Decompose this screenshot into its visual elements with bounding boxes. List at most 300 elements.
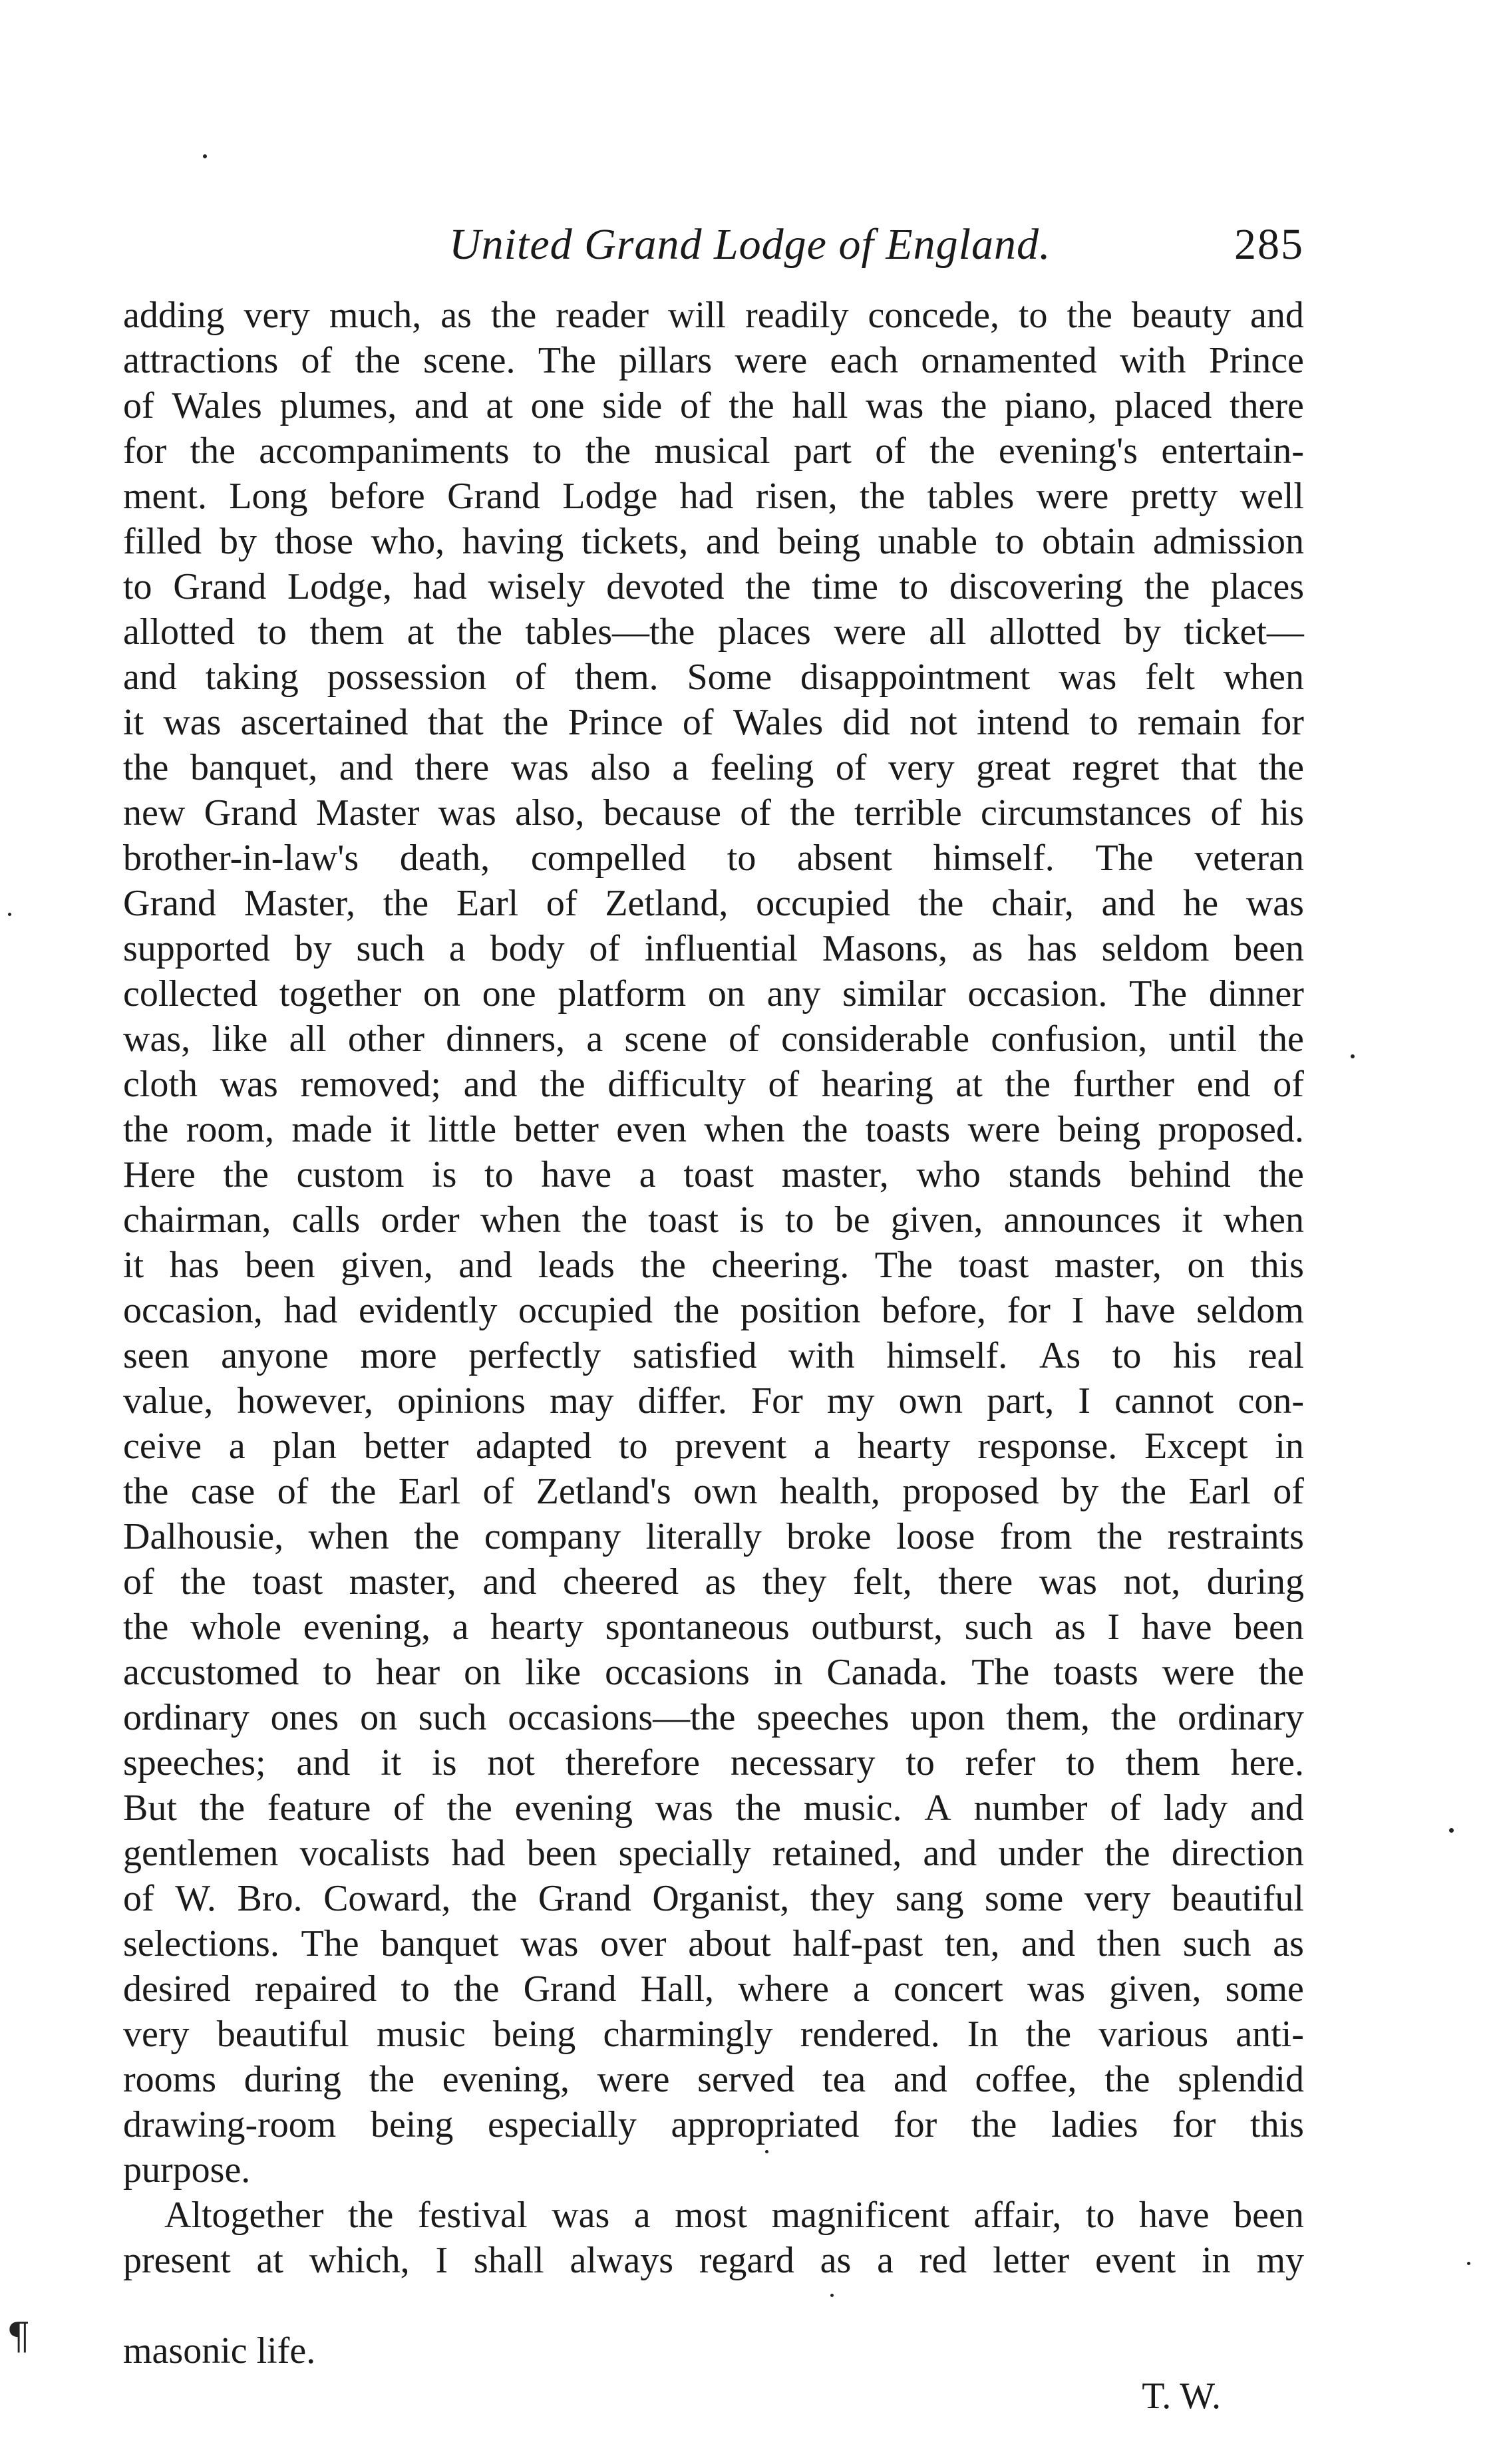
word: master,	[349, 1561, 456, 1603]
word: new	[123, 792, 186, 834]
word: scene.	[423, 340, 516, 381]
scan-speck	[8, 913, 11, 916]
word: time	[812, 566, 878, 607]
word: the	[1144, 566, 1190, 607]
text-line	[123, 1243, 1304, 1288]
word: of	[740, 792, 771, 834]
word: little	[428, 1109, 497, 1150]
word: well	[1240, 476, 1304, 517]
word: was	[866, 385, 924, 426]
word: of	[277, 1471, 309, 1512]
word: own	[693, 1471, 758, 1512]
word: who,	[371, 521, 445, 562]
word: great	[976, 747, 1051, 788]
word: proposed	[902, 1471, 1039, 1512]
word: them	[309, 611, 385, 653]
word: very	[888, 747, 955, 788]
word: given,	[1109, 1968, 1202, 2010]
text-line	[123, 1921, 1304, 1966]
word: scene	[624, 1018, 707, 1060]
word: such	[356, 928, 425, 969]
word: influential	[644, 928, 798, 969]
word: the	[1104, 1833, 1150, 1874]
word: during	[244, 2059, 341, 2100]
text-line	[123, 2057, 1304, 2102]
word: I	[1071, 1290, 1084, 1331]
word: Earl	[398, 1471, 461, 1512]
word: readily	[745, 295, 849, 336]
word: red	[919, 2240, 967, 2281]
word: as	[1055, 1607, 1086, 1648]
word: had	[451, 1833, 506, 1874]
word: the	[729, 385, 774, 426]
word: outburst,	[811, 1607, 943, 1648]
word: been	[1234, 1607, 1304, 1648]
word: in	[1202, 2240, 1231, 2281]
word: ticket—	[1184, 611, 1304, 653]
word: the	[446, 1787, 492, 1829]
word: where	[738, 1968, 829, 2010]
word: ones	[270, 1697, 339, 1738]
text-line	[123, 1107, 1304, 1152]
text-line	[123, 700, 1304, 745]
word: Wales	[733, 702, 824, 743]
word: and	[1021, 1923, 1076, 1964]
word: Prince	[568, 702, 663, 743]
word: feeling	[710, 747, 814, 788]
word: one	[482, 973, 536, 1014]
word: were	[1162, 1652, 1235, 1693]
word: together	[279, 973, 402, 1014]
word: always	[570, 2240, 673, 2281]
word: as	[1273, 1923, 1304, 1964]
word: satisfied	[632, 1335, 757, 1376]
word: the	[123, 747, 169, 788]
word: the	[383, 883, 429, 924]
word: the	[918, 883, 964, 924]
word: a	[813, 1426, 830, 1467]
word: placed	[1114, 385, 1212, 426]
text-line	[123, 2012, 1304, 2057]
word: the	[347, 2195, 394, 2236]
word: most	[675, 2195, 748, 2236]
word: specially	[618, 1833, 751, 1874]
word: as	[971, 928, 1003, 969]
word: Earl	[1188, 1471, 1251, 1512]
word: similar	[842, 973, 946, 1014]
word: and	[296, 1742, 351, 1783]
word: accustomed	[123, 1652, 299, 1693]
text-line	[123, 1876, 1304, 1921]
word: a	[633, 2195, 651, 2236]
word: before,	[881, 1290, 986, 1331]
word: tables	[927, 476, 1015, 517]
word: occasions	[605, 1652, 750, 1693]
word: unable	[878, 521, 978, 562]
word: hearing	[821, 1064, 933, 1105]
word: musical	[654, 430, 770, 472]
word: was	[163, 702, 222, 743]
word: have	[1141, 1607, 1212, 1648]
word: obtain	[1042, 521, 1136, 562]
word: which,	[309, 2240, 410, 2281]
word: to	[899, 566, 929, 607]
word: more	[360, 1335, 437, 1376]
word: to	[727, 838, 756, 879]
word: of	[589, 928, 621, 969]
word: Earl	[456, 883, 519, 924]
word: all	[289, 1018, 327, 1060]
word: like	[525, 1652, 581, 1693]
word: the	[123, 1109, 169, 1150]
word: of	[301, 340, 333, 381]
word: a	[853, 1968, 870, 2010]
word: to	[532, 430, 562, 472]
word: tables—the	[525, 611, 695, 653]
word: his	[1173, 1335, 1217, 1376]
word: music	[376, 2014, 466, 2055]
word: was	[1245, 883, 1304, 924]
word: on	[360, 1697, 398, 1738]
word: a	[228, 1426, 246, 1467]
word: they	[810, 1878, 875, 1919]
word: the	[502, 702, 549, 743]
word: real	[1248, 1335, 1304, 1376]
word: of	[875, 430, 906, 472]
word: of	[1110, 1787, 1141, 1829]
word: ordinary	[123, 1697, 249, 1738]
word: of	[515, 657, 546, 698]
word: prevent	[675, 1426, 787, 1467]
text-line	[123, 1514, 1304, 1559]
word: not	[487, 1742, 535, 1783]
word: any	[766, 973, 821, 1014]
word: better	[514, 1109, 599, 1150]
word: of	[482, 1471, 514, 1512]
word: the	[1025, 2014, 1072, 2055]
word: calls	[291, 1199, 361, 1241]
word: a	[877, 2240, 894, 2281]
word: the	[1104, 2059, 1150, 2100]
word: Master	[315, 792, 420, 834]
word: shall	[473, 2240, 544, 2281]
word: veteran	[1194, 838, 1304, 879]
word: my	[1256, 2240, 1304, 2281]
word: for	[1172, 2104, 1216, 2145]
word: part,	[987, 1380, 1055, 1422]
word: therefore	[565, 1742, 700, 1783]
text-line	[123, 1559, 1304, 1605]
word: his	[1260, 792, 1304, 834]
word: affair,	[973, 2195, 1062, 2236]
word: own	[898, 1380, 963, 1422]
word: The	[1129, 973, 1188, 1014]
word: for	[1007, 1290, 1051, 1331]
word: Long	[229, 476, 308, 517]
word: before	[329, 476, 425, 517]
word: coffee,	[975, 2059, 1077, 2100]
word: and	[893, 2059, 947, 2100]
word: Grand	[123, 883, 216, 924]
running-title: United Grand Lodge of England.	[449, 220, 1051, 269]
word: the	[941, 385, 987, 426]
margin-mark: ¶	[7, 2315, 31, 2358]
page-number: 285	[1234, 220, 1304, 269]
text-line	[123, 745, 1304, 790]
word: had	[413, 566, 467, 607]
word: banquet,	[190, 747, 318, 788]
word: differ.	[637, 1380, 727, 1422]
word: For	[751, 1380, 803, 1422]
word: as	[440, 295, 472, 336]
word: evening,	[442, 2059, 570, 2100]
word: The	[1095, 838, 1154, 879]
word: whole	[190, 1607, 281, 1648]
word: and	[923, 1833, 977, 1874]
word: desired	[123, 1968, 231, 2010]
word: death,	[399, 838, 490, 879]
word: piano,	[1005, 385, 1097, 426]
word: ascertained	[240, 702, 409, 743]
word: selections.	[123, 1923, 279, 1964]
word: the	[471, 1878, 518, 1919]
word: been	[1234, 928, 1304, 969]
word: be	[834, 1199, 870, 1241]
word: cheering.	[711, 1245, 850, 1286]
word: of	[1210, 792, 1242, 834]
word: is	[739, 1199, 764, 1241]
word: plan	[272, 1426, 337, 1467]
word: Grand	[173, 566, 267, 607]
word: was	[552, 2195, 610, 2236]
word: end	[1196, 1064, 1251, 1105]
closing-text: masonic life.	[123, 2330, 316, 2372]
word: was	[1027, 1968, 1086, 2010]
word: the	[745, 566, 791, 607]
page-header	[123, 220, 1304, 279]
word: Grand	[523, 1968, 617, 2010]
word: and	[339, 747, 393, 788]
word: allotted	[123, 611, 235, 653]
word: been	[526, 1833, 597, 1874]
word: to	[401, 1968, 430, 2010]
word: hearty	[490, 1607, 584, 1648]
word: speeches	[756, 1697, 890, 1738]
word: part	[793, 430, 852, 472]
word: the	[540, 1064, 585, 1105]
word: to	[1018, 295, 1048, 336]
word: have	[1138, 2195, 1210, 2236]
word: by	[294, 928, 332, 969]
word: the	[1258, 1652, 1304, 1693]
word: very	[1084, 1878, 1151, 1919]
word: because	[603, 792, 721, 834]
word: here.	[1230, 1742, 1304, 1783]
word: further	[1073, 1064, 1175, 1105]
text-line	[123, 428, 1304, 474]
word: adapted	[476, 1426, 592, 1467]
word: all	[929, 611, 967, 653]
word: number	[973, 1787, 1088, 1829]
word: to	[1066, 1742, 1095, 1783]
word: beautiful	[216, 2014, 349, 2055]
word: literally	[645, 1516, 762, 1557]
word: was	[510, 747, 569, 788]
word: anyone	[221, 1335, 329, 1376]
word: concede,	[868, 295, 999, 336]
text-line	[123, 1831, 1304, 1876]
word: of	[123, 1561, 154, 1603]
word: the	[180, 1561, 226, 1603]
word: feature	[267, 1787, 371, 1829]
word: Master,	[244, 883, 355, 924]
word: order	[381, 1199, 460, 1241]
word: given,	[890, 1199, 983, 1241]
word: splendid	[1178, 2059, 1304, 2100]
text-line	[123, 790, 1304, 836]
word: and	[458, 1245, 513, 1286]
word: by	[219, 521, 257, 562]
word: half-past	[792, 1923, 923, 1964]
word: the	[971, 2104, 1017, 2145]
word: the	[1258, 1154, 1304, 1195]
word: of	[680, 385, 711, 426]
word: that	[1180, 747, 1237, 788]
word: Lodge,	[287, 566, 393, 607]
word: the	[929, 430, 975, 472]
word: terrible	[854, 792, 962, 834]
word: and	[482, 1561, 537, 1603]
word: beautiful	[1171, 1878, 1304, 1919]
word: magnificent	[771, 2195, 949, 2236]
scan-speck	[1467, 2262, 1470, 2265]
word: festival	[417, 2195, 528, 2236]
scan-speck	[203, 154, 207, 158]
word: seldom	[1196, 1290, 1304, 1331]
paragraph-2	[123, 2193, 1304, 2283]
word: toast	[648, 1199, 719, 1241]
word: for	[894, 2104, 937, 2145]
word: Grand	[538, 1878, 631, 1919]
text-line	[123, 1695, 1304, 1740]
word: perfectly	[468, 1335, 601, 1376]
word: to	[995, 521, 1025, 562]
word: company	[484, 1516, 621, 1557]
word: Zetland's	[536, 1471, 671, 1512]
word: under	[998, 1833, 1083, 1874]
text-line	[123, 836, 1304, 881]
text-line	[123, 1333, 1304, 1378]
word: confusion,	[991, 1018, 1148, 1060]
word: were	[597, 2059, 670, 2100]
word: the	[581, 1199, 627, 1241]
word: ceive	[123, 1426, 202, 1467]
scan-speck	[1351, 1054, 1355, 1058]
word: I	[435, 2240, 448, 2281]
word: other	[347, 1018, 424, 1060]
word: of	[1273, 1064, 1304, 1105]
word: Grand	[447, 476, 541, 517]
word: upon	[910, 1697, 985, 1738]
word: occasion,	[123, 1290, 263, 1331]
word: made	[291, 1109, 373, 1150]
word: had	[679, 476, 734, 517]
word: felt,	[853, 1561, 912, 1603]
word: dinner	[1208, 973, 1304, 1014]
word: Canada.	[826, 1652, 948, 1693]
word: leads	[538, 1245, 615, 1286]
word: being	[777, 521, 860, 562]
word: such	[418, 1697, 487, 1738]
word: to	[1112, 1335, 1142, 1376]
word: present	[123, 2240, 231, 2281]
word: was	[1059, 657, 1117, 698]
word: from	[999, 1516, 1073, 1557]
word: A	[924, 1787, 951, 1829]
word: removed;	[300, 1064, 441, 1105]
word: of	[123, 385, 154, 426]
word: some	[985, 1878, 1064, 1919]
word: dinners,	[446, 1018, 566, 1060]
word: toast	[252, 1561, 323, 1603]
word: The	[538, 340, 596, 381]
word: also,	[515, 792, 585, 834]
word: he	[1183, 883, 1219, 924]
word: supported	[123, 928, 270, 969]
word: devoted	[606, 566, 725, 607]
signature: T. W.	[1142, 2376, 1221, 2417]
word: adding	[123, 295, 225, 336]
word: Masons,	[822, 928, 947, 969]
word: Hall,	[640, 1968, 715, 2010]
word: was	[220, 1064, 278, 1105]
word: ment.	[123, 476, 207, 517]
word: a	[639, 1154, 656, 1195]
word: position	[740, 1290, 861, 1331]
word: platform	[558, 973, 687, 1014]
word: very	[244, 295, 310, 336]
word: better	[363, 1426, 449, 1467]
word: during	[1206, 1561, 1304, 1603]
text-line	[123, 383, 1304, 428]
word: was	[438, 792, 496, 834]
word: even	[616, 1109, 687, 1150]
word: risen,	[755, 476, 838, 517]
word: the	[1258, 747, 1304, 788]
word: the	[859, 476, 906, 517]
word: pretty	[1130, 476, 1218, 517]
word: Prince	[1208, 340, 1304, 381]
word: given,	[341, 1245, 433, 1286]
word: side	[602, 385, 663, 426]
word: master,	[781, 1154, 889, 1195]
word: in	[1275, 1426, 1304, 1467]
word: himself.	[886, 1335, 1008, 1376]
word: in	[773, 1652, 803, 1693]
word: sang	[895, 1878, 964, 1919]
word: occasion.	[967, 973, 1108, 1014]
word: a	[452, 1607, 469, 1648]
word: to	[323, 1652, 352, 1693]
word: Coward,	[323, 1878, 451, 1919]
paragraph-1-last-line: purpose.	[123, 2149, 251, 2191]
word: hall	[792, 385, 848, 426]
word: body	[490, 928, 565, 969]
word: as	[820, 2240, 852, 2281]
word: Grand	[204, 792, 297, 834]
word: circumstances	[981, 792, 1192, 834]
word: will	[668, 295, 727, 336]
